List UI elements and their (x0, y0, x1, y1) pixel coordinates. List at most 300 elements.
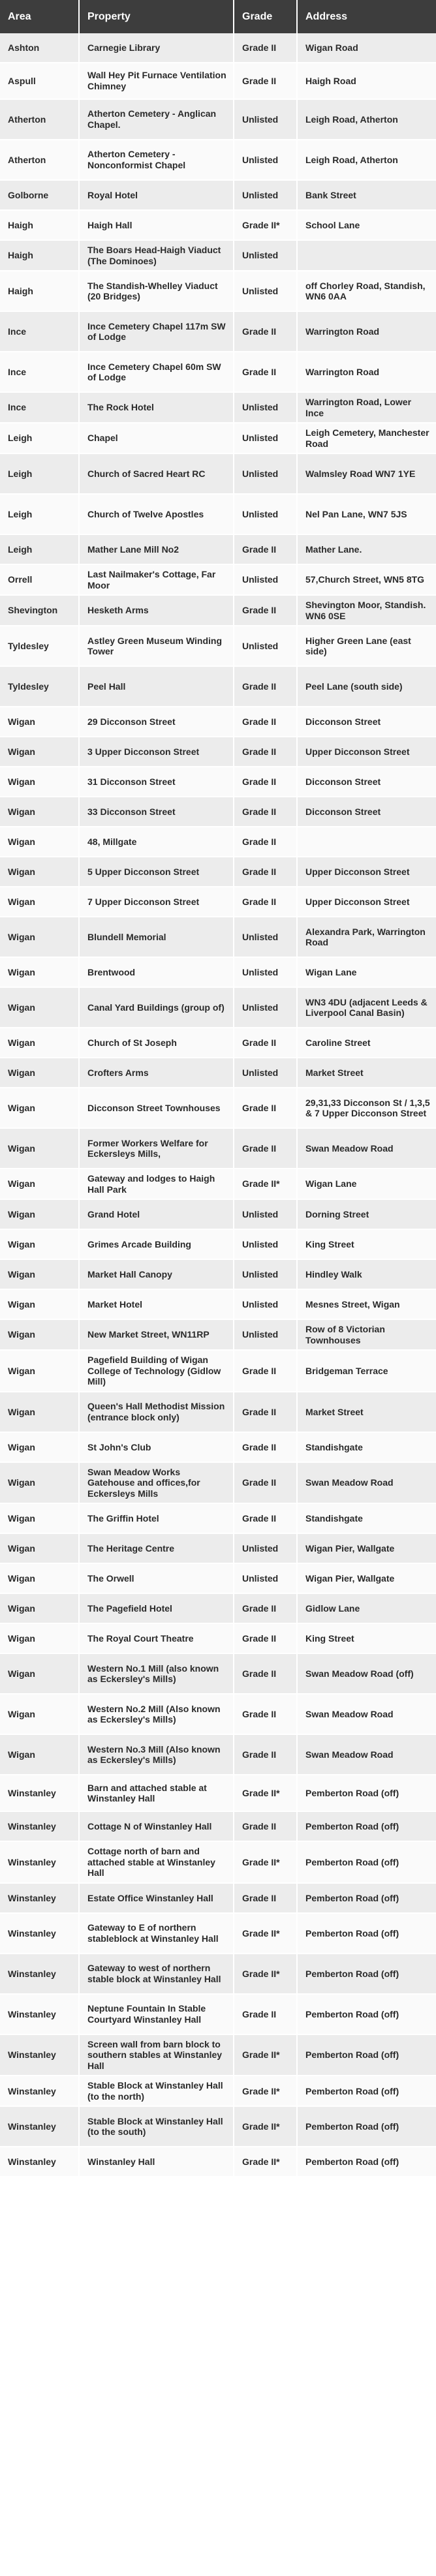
cell-grade: Grade II* (234, 1914, 298, 1954)
cell-grade: Grade II (234, 1812, 298, 1842)
table-row (0, 1995, 436, 2035)
cell-area: Tyldesley (0, 626, 80, 667)
cell-area: Wigan (0, 1230, 80, 1260)
cell-property: The Orwell (80, 1564, 234, 1594)
cell-area: Wigan (0, 1433, 80, 1463)
cell-grade: Grade II (234, 1028, 298, 1058)
cell-area: Wigan (0, 1200, 80, 1230)
cell-property: Former Workers Welfare for Eckersleys Mills, (80, 1129, 234, 1169)
table-row (0, 667, 436, 707)
cell-area: Wigan (0, 1129, 80, 1169)
cell-grade: Unlisted (234, 626, 298, 667)
cell-grade: Grade II (234, 1594, 298, 1624)
cell-address: Upper Dicconson Street (298, 887, 436, 917)
cell-address: Haigh Road (298, 63, 436, 100)
cell-area: Haigh (0, 271, 80, 312)
cell-grade: Unlisted (234, 1290, 298, 1320)
cell-address: Market Street (298, 1058, 436, 1088)
cell-property: The Griffin Hotel (80, 1504, 234, 1534)
cell-area: Wigan (0, 958, 80, 988)
table-row (0, 1351, 436, 1392)
cell-area: Wigan (0, 707, 80, 737)
table-row (0, 1624, 436, 1654)
table-row (0, 797, 436, 827)
cell-property: The Rock Hotel (80, 393, 234, 423)
cell-property: Cottage north of barn and attached stable at Winstanley Hall (80, 1842, 234, 1884)
cell-grade: Grade II* (234, 211, 298, 241)
table-row (0, 596, 436, 626)
table-row (0, 33, 436, 63)
cell-property: 33 Dicconson Street (80, 797, 234, 827)
cell-grade: Unlisted (234, 454, 298, 495)
cell-grade: Grade II* (234, 2035, 298, 2077)
cell-area: Wigan (0, 1694, 80, 1735)
cell-grade: Unlisted (234, 1058, 298, 1088)
cell-grade: Grade II (234, 33, 298, 63)
cell-grade: Grade II* (234, 1775, 298, 1812)
cell-property: Ince Cemetery Chapel 60m SW of Lodge (80, 352, 234, 393)
cell-area: Wigan (0, 1260, 80, 1290)
cell-property: New Market Street, WN11RP (80, 1320, 234, 1351)
cell-grade: Grade II (234, 596, 298, 626)
cell-area: Wigan (0, 1028, 80, 1058)
cell-property: Crofters Arms (80, 1058, 234, 1088)
cell-property: The Pagefield Hotel (80, 1594, 234, 1624)
cell-grade: Unlisted (234, 423, 298, 454)
cell-area: Tyldesley (0, 667, 80, 707)
table-row (0, 2147, 436, 2177)
cell-address: Caroline Street (298, 1028, 436, 1058)
cell-property: Cottage N of Winstanley Hall (80, 1812, 234, 1842)
cell-property: 31 Dicconson Street (80, 767, 234, 797)
column-header-property: Property (80, 0, 234, 33)
cell-address: Pemberton Road (off) (298, 1995, 436, 2035)
cell-address: Mesnes Street, Wigan (298, 1290, 436, 1320)
cell-property: Screen wall from barn block to southern stables at Winstanley Hall (80, 2035, 234, 2077)
cell-grade: Grade II* (234, 1169, 298, 1200)
table-row (0, 2035, 436, 2077)
table-row (0, 271, 436, 312)
table-row (0, 1914, 436, 1954)
cell-area: Shevington (0, 596, 80, 626)
cell-grade: Unlisted (234, 1230, 298, 1260)
cell-property: Gateway to west of northern stable block at Winstanley Hall (80, 1954, 234, 1995)
table-row (0, 1694, 436, 1735)
cell-property: Neptune Fountain In Stable Courtyard Winstanley Hall (80, 1995, 234, 2035)
cell-address: Warrington Road (298, 312, 436, 352)
table-row (0, 1260, 436, 1290)
cell-address: Wigan Pier, Wallgate (298, 1534, 436, 1564)
cell-address: Mather Lane. (298, 535, 436, 565)
cell-area: Wigan (0, 1594, 80, 1624)
table-body (0, 33, 436, 2177)
table-row (0, 767, 436, 797)
table-row (0, 393, 436, 423)
cell-area: Wigan (0, 737, 80, 767)
cell-address (298, 827, 436, 857)
table-row (0, 1290, 436, 1320)
cell-address: Leigh Road, Atherton (298, 140, 436, 181)
table-row (0, 63, 436, 100)
cell-grade: Unlisted (234, 140, 298, 181)
cell-grade: Unlisted (234, 241, 298, 271)
table-row (0, 857, 436, 887)
cell-area: Ince (0, 352, 80, 393)
cell-property: Last Nailmaker's Cottage, Far Moor (80, 565, 234, 596)
cell-address: Swan Meadow Road (298, 1735, 436, 1775)
cell-grade: Grade II* (234, 2147, 298, 2177)
cell-address: Dicconson Street (298, 767, 436, 797)
cell-grade: Grade II (234, 1463, 298, 1505)
cell-address: Pemberton Road (off) (298, 1914, 436, 1954)
cell-grade: Unlisted (234, 393, 298, 423)
cell-property: 5 Upper Dicconson Street (80, 857, 234, 887)
cell-area: Wigan (0, 1564, 80, 1594)
cell-area: Ince (0, 312, 80, 352)
cell-address: Row of 8 Victorian Townhouses (298, 1320, 436, 1351)
cell-area: Winstanley (0, 1884, 80, 1914)
table-row (0, 1230, 436, 1260)
table-row (0, 1088, 436, 1129)
cell-grade: Grade II (234, 1504, 298, 1534)
cell-area: Winstanley (0, 1842, 80, 1884)
cell-address: Wigan Lane (298, 958, 436, 988)
table-row (0, 1028, 436, 1058)
cell-area: Wigan (0, 1058, 80, 1088)
cell-property: Market Hotel (80, 1290, 234, 1320)
cell-property: The Boars Head-Haigh Viaduct (The Dominoes) (80, 241, 234, 271)
cell-property: 29 Dicconson Street (80, 707, 234, 737)
cell-address: Wigan Pier, Wallgate (298, 1564, 436, 1594)
cell-grade: Grade II (234, 1884, 298, 1914)
cell-area: Wigan (0, 857, 80, 887)
cell-property: Royal Hotel (80, 181, 234, 211)
table-row (0, 1463, 436, 1505)
cell-area: Wigan (0, 1654, 80, 1694)
cell-grade: Grade II (234, 1433, 298, 1463)
table-row (0, 917, 436, 958)
cell-grade: Unlisted (234, 565, 298, 596)
cell-address: Hindley Walk (298, 1260, 436, 1290)
cell-grade: Unlisted (234, 271, 298, 312)
cell-property: Haigh Hall (80, 211, 234, 241)
cell-area: Winstanley (0, 2107, 80, 2147)
table-row (0, 535, 436, 565)
cell-area: Atherton (0, 100, 80, 140)
cell-grade: Grade II (234, 535, 298, 565)
table-row (0, 1320, 436, 1351)
cell-property: The Royal Court Theatre (80, 1624, 234, 1654)
table-row (0, 1775, 436, 1812)
cell-area: Wigan (0, 917, 80, 958)
cell-address: WN3 4DU (adjacent Leeds & Liverpool Canal Basin) (298, 988, 436, 1028)
cell-area: Winstanley (0, 1995, 80, 2035)
table-row (0, 827, 436, 857)
cell-area: Winstanley (0, 1914, 80, 1954)
cell-property: Peel Hall (80, 667, 234, 707)
cell-address: Pemberton Road (off) (298, 2035, 436, 2077)
cell-grade: Grade II (234, 737, 298, 767)
cell-address: Dorning Street (298, 1200, 436, 1230)
cell-grade: Unlisted (234, 181, 298, 211)
table-row (0, 1534, 436, 1564)
cell-property: Atherton Cemetery - Anglican Chapel. (80, 100, 234, 140)
cell-property: Canal Yard Buildings (group of) (80, 988, 234, 1028)
cell-property: The Heritage Centre (80, 1534, 234, 1564)
cell-grade: Grade II* (234, 2107, 298, 2147)
column-header-area: Area (0, 0, 80, 33)
cell-grade: Grade II (234, 667, 298, 707)
cell-address: Shevington Moor, Standish. WN6 0SE (298, 596, 436, 626)
cell-property: Wall Hey Pit Furnace Ventilation Chimney (80, 63, 234, 100)
cell-address: 57,Church Street, WN5 8TG (298, 565, 436, 596)
table-row (0, 140, 436, 181)
cell-area: Leigh (0, 535, 80, 565)
table-row (0, 2107, 436, 2147)
cell-area: Atherton (0, 140, 80, 181)
cell-address: Pemberton Road (off) (298, 1954, 436, 1995)
cell-property: Stable Block at Winstanley Hall (to the south) (80, 2107, 234, 2147)
cell-grade: Unlisted (234, 1320, 298, 1351)
cell-address: Bridgeman Terrace (298, 1351, 436, 1392)
cell-address: Pemberton Road (off) (298, 2147, 436, 2177)
cell-grade: Grade II (234, 1694, 298, 1735)
cell-grade: Grade II (234, 1129, 298, 1169)
cell-property: Western No.3 Mill (Also known as Eckersley's Mills) (80, 1735, 234, 1775)
cell-area: Wigan (0, 1392, 80, 1433)
cell-address: Pemberton Road (off) (298, 1842, 436, 1884)
cell-property: Stable Block at Winstanley Hall (to the north) (80, 2076, 234, 2107)
cell-property: Western No.1 Mill (also known as Eckersley's Mills) (80, 1654, 234, 1694)
cell-area: Wigan (0, 1088, 80, 1129)
cell-area: Ince (0, 393, 80, 423)
table-row (0, 1433, 436, 1463)
cell-area: Wigan (0, 1463, 80, 1505)
cell-address: Bank Street (298, 181, 436, 211)
cell-address: Pemberton Road (off) (298, 2076, 436, 2107)
table-row (0, 887, 436, 917)
cell-address: Warrington Road (298, 352, 436, 393)
cell-property: The Standish-Whelley Viaduct (20 Bridges) (80, 271, 234, 312)
table-row (0, 707, 436, 737)
cell-area: Haigh (0, 241, 80, 271)
cell-grade: Grade II (234, 1624, 298, 1654)
cell-property: Hesketh Arms (80, 596, 234, 626)
cell-address: Swan Meadow Road (off) (298, 1654, 436, 1694)
cell-grade: Unlisted (234, 100, 298, 140)
cell-address: Pemberton Road (off) (298, 1812, 436, 1842)
cell-property: Swan Meadow Works Gatehouse and offices,for Eckersleys Mills (80, 1463, 234, 1505)
table-row (0, 495, 436, 535)
table-row (0, 1812, 436, 1842)
table-row (0, 988, 436, 1028)
cell-area: Wigan (0, 827, 80, 857)
cell-property: Winstanley Hall (80, 2147, 234, 2177)
cell-property: Mather Lane Mill No2 (80, 535, 234, 565)
table-row (0, 1200, 436, 1230)
column-header-address: Address (298, 0, 436, 33)
cell-property: Grand Hotel (80, 1200, 234, 1230)
table-row (0, 1842, 436, 1884)
table-row (0, 1654, 436, 1694)
cell-property: Chapel (80, 423, 234, 454)
cell-area: Orrell (0, 565, 80, 596)
table-row (0, 423, 436, 454)
cell-property: Dicconson Street Townhouses (80, 1088, 234, 1129)
cell-grade: Unlisted (234, 988, 298, 1028)
cell-property: Estate Office Winstanley Hall (80, 1884, 234, 1914)
cell-address: King Street (298, 1624, 436, 1654)
cell-area: Winstanley (0, 2076, 80, 2107)
cell-address: Swan Meadow Road (298, 1463, 436, 1505)
cell-address: Pemberton Road (off) (298, 1884, 436, 1914)
cell-area: Leigh (0, 454, 80, 495)
cell-grade: Grade II (234, 827, 298, 857)
cell-property: Atherton Cemetery - Nonconformist Chapel (80, 140, 234, 181)
table-row (0, 737, 436, 767)
column-header-grade: Grade (234, 0, 298, 33)
table-row (0, 2076, 436, 2107)
cell-address: Walmsley Road WN7 1YE (298, 454, 436, 495)
cell-area: Wigan (0, 1534, 80, 1564)
cell-area: Aspull (0, 63, 80, 100)
cell-grade: Unlisted (234, 1260, 298, 1290)
cell-address: Pemberton Road (off) (298, 1775, 436, 1812)
cell-area: Ashton (0, 33, 80, 63)
cell-address: Warrington Road, Lower Ince (298, 393, 436, 423)
cell-area: Haigh (0, 211, 80, 241)
cell-area: Wigan (0, 887, 80, 917)
table-header (0, 0, 436, 33)
cell-grade: Grade II (234, 1735, 298, 1775)
cell-address: Leigh Cemetery, Manchester Road (298, 423, 436, 454)
table-row (0, 1954, 436, 1995)
cell-area: Leigh (0, 423, 80, 454)
cell-address: Peel Lane (south side) (298, 667, 436, 707)
table-row (0, 1058, 436, 1088)
cell-grade: Unlisted (234, 1200, 298, 1230)
cell-grade: Grade II (234, 707, 298, 737)
cell-grade: Unlisted (234, 1534, 298, 1564)
table-row (0, 958, 436, 988)
cell-address: Dicconson Street (298, 797, 436, 827)
cell-property: Astley Green Museum Winding Tower (80, 626, 234, 667)
table-row (0, 211, 436, 241)
table-row (0, 1564, 436, 1594)
cell-grade: Grade II (234, 767, 298, 797)
cell-property: Market Hall Canopy (80, 1260, 234, 1290)
cell-address: Wigan Road (298, 33, 436, 63)
cell-address: Pemberton Road (off) (298, 2107, 436, 2147)
cell-property: Queen's Hall Methodist Mission (entrance block only) (80, 1392, 234, 1433)
cell-grade: Grade II (234, 857, 298, 887)
cell-area: Golborne (0, 181, 80, 211)
table-row (0, 565, 436, 596)
cell-grade: Grade II (234, 312, 298, 352)
cell-grade: Unlisted (234, 495, 298, 535)
cell-property: 3 Upper Dicconson Street (80, 737, 234, 767)
cell-property: St John's Club (80, 1433, 234, 1463)
cell-address: Higher Green Lane (east side) (298, 626, 436, 667)
cell-address: 29,31,33 Dicconson St / 1,3,5 & 7 Upper Dicconson Street (298, 1088, 436, 1129)
cell-area: Wigan (0, 1320, 80, 1351)
cell-area: Wigan (0, 988, 80, 1028)
cell-area: Wigan (0, 1290, 80, 1320)
cell-address: Swan Meadow Road (298, 1694, 436, 1735)
cell-property: 48, Millgate (80, 827, 234, 857)
cell-property: Ince Cemetery Chapel 117m SW of Lodge (80, 312, 234, 352)
cell-address: Upper Dicconson Street (298, 857, 436, 887)
cell-grade: Unlisted (234, 958, 298, 988)
cell-address: King Street (298, 1230, 436, 1260)
table-row (0, 1594, 436, 1624)
cell-property: Brentwood (80, 958, 234, 988)
cell-address (298, 241, 436, 271)
table-row (0, 100, 436, 140)
cell-grade: Grade II* (234, 1954, 298, 1995)
cell-area: Wigan (0, 1169, 80, 1200)
cell-area: Winstanley (0, 1775, 80, 1812)
cell-property: Gateway to E of northern stableblock at Winstanley Hall (80, 1914, 234, 1954)
table-row (0, 1884, 436, 1914)
table-row (0, 1504, 436, 1534)
cell-grade: Grade II (234, 1351, 298, 1392)
cell-area: Winstanley (0, 2147, 80, 2177)
cell-address: Gidlow Lane (298, 1594, 436, 1624)
cell-property: Grimes Arcade Building (80, 1230, 234, 1260)
cell-address: Leigh Road, Atherton (298, 100, 436, 140)
table-row (0, 1129, 436, 1169)
cell-property: Western No.2 Mill (Also known as Eckersley's Mills) (80, 1694, 234, 1735)
cell-grade: Grade II (234, 1654, 298, 1694)
cell-area: Leigh (0, 495, 80, 535)
cell-property: Pagefield Building of Wigan College of Technology (Gidlow Mill) (80, 1351, 234, 1392)
cell-grade: Grade II (234, 1392, 298, 1433)
table-row (0, 1392, 436, 1433)
table-row (0, 181, 436, 211)
cell-property: Church of St Joseph (80, 1028, 234, 1058)
cell-grade: Grade II (234, 1088, 298, 1129)
cell-property: Barn and attached stable at Winstanley Hall (80, 1775, 234, 1812)
cell-grade: Unlisted (234, 1564, 298, 1594)
table-row (0, 1169, 436, 1200)
cell-area: Wigan (0, 797, 80, 827)
cell-address: Market Street (298, 1392, 436, 1433)
cell-property: Gateway and lodges to Haigh Hall Park (80, 1169, 234, 1200)
table-row (0, 1735, 436, 1775)
cell-grade: Grade II (234, 1995, 298, 2035)
cell-grade: Grade II* (234, 2076, 298, 2107)
cell-property: 7 Upper Dicconson Street (80, 887, 234, 917)
cell-area: Wigan (0, 1504, 80, 1534)
cell-area: Wigan (0, 1624, 80, 1654)
cell-property: Carnegie Library (80, 33, 234, 63)
cell-grade: Grade II (234, 887, 298, 917)
cell-area: Winstanley (0, 2035, 80, 2077)
cell-area: Winstanley (0, 1954, 80, 1995)
cell-address: Wigan Lane (298, 1169, 436, 1200)
cell-address: Alexandra Park, Warrington Road (298, 917, 436, 958)
header-row (0, 0, 436, 33)
cell-grade: Grade II (234, 352, 298, 393)
cell-address: off Chorley Road, Standish, WN6 0AA (298, 271, 436, 312)
cell-address: Dicconson Street (298, 707, 436, 737)
cell-area: Wigan (0, 767, 80, 797)
cell-area: Wigan (0, 1735, 80, 1775)
cell-property: Church of Sacred Heart RC (80, 454, 234, 495)
cell-property: Blundell Memorial (80, 917, 234, 958)
cell-grade: Grade II (234, 63, 298, 100)
